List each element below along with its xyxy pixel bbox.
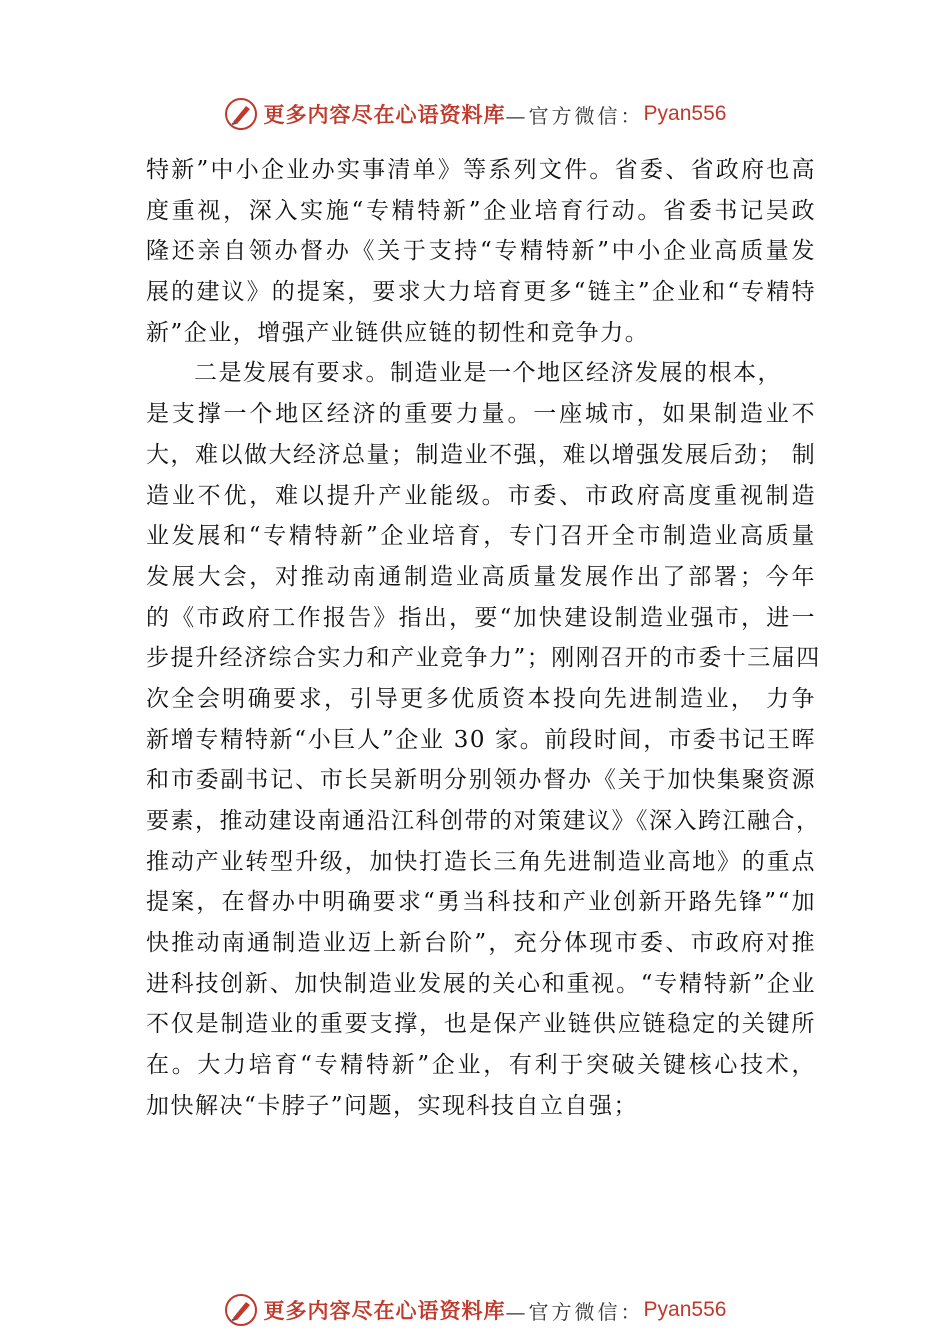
footer-separator: —官方微信： <box>505 1299 644 1324</box>
body-line: 提案，在督办中明确要求“勇当科技和产业创新开路先锋”“加 <box>146 889 816 916</box>
body-line: 步提升经济综合实力和产业竞争力”；刚刚召开的市委十三届四 <box>146 645 821 672</box>
body-line: 大，难以做大经济总量；制造业不强，难以增强发展后劲； 制 <box>146 441 817 468</box>
body-line: 隆还亲自领办督办《关于支持“专精特新”中小企业高质量发 <box>146 238 816 265</box>
header-banner <box>0 92 950 136</box>
body-line: 推动产业转型升级，加快打造长三角先进制造业高地》的重点 <box>146 848 816 875</box>
body-line: 进科技创新、加快制造业发展的关心和重视。“专精特新”企业 <box>146 970 816 997</box>
header-separator: —官方微信： <box>505 103 644 128</box>
body-line: 次全会明确要求，引导更多优质资本投向先进制造业， 力争 <box>146 685 816 712</box>
body-line: 度重视，深入实施“专精特新”企业培育行动。省委书记吴政 <box>146 197 816 224</box>
header-wechat-id: Pyan556 <box>643 102 727 125</box>
body-line: 业发展和“专精特新”企业培育，专门召开全市制造业高质量 <box>146 523 816 550</box>
header-brand: 更多内容尽在心语资料库 <box>263 102 506 127</box>
body-line: 特新”中小企业办实事清单》等系列文件。省委、省政府也高 <box>146 157 816 183</box>
body-line: 在。大力培育“专精特新”企业，有利于突破关键核心技术， <box>146 1052 816 1079</box>
brand-logo-icon <box>224 1293 258 1327</box>
body-line: 的《市政府工作报告》指出，要“加快建设制造业强市，进一 <box>146 604 816 631</box>
body-line: 快推动南通制造业迈上新台阶”，充分体现市委、市政府对推 <box>146 930 816 957</box>
body-line: 展的建议》的提案，要求大力培育更多“链主”企业和“专精特 <box>146 279 816 306</box>
body-line: 新增专精特新“小巨人”企业 30 家。前段时间，市委书记王晖 <box>146 726 816 753</box>
footer-banner <box>0 1288 950 1332</box>
body-line: 和市委副书记、市长吴新明分别领办督办《关于加快集聚资源 <box>146 767 816 794</box>
body-line: 新”企业，增强产业链供应链的韧性和竞争力。 <box>146 319 650 346</box>
document-body <box>146 150 821 1127</box>
body-line: 造业不优，难以提升产业能级。市委、市政府高度重视制造 <box>146 482 816 509</box>
footer-wechat-id: Pyan556 <box>643 1298 727 1321</box>
body-line: 不仅是制造业的重要支撑，也是保产业链供应链稳定的关键所 <box>146 1011 816 1038</box>
brand-logo-icon <box>224 97 258 131</box>
body-line: 加快解决“卡脖子”问题，实现科技自立自强； <box>146 1092 639 1119</box>
footer-brand: 更多内容尽在心语资料库 <box>263 1298 506 1323</box>
body-line: 发展大会，对推动南通制造业高质量发展作出了部署；今年 <box>146 563 816 590</box>
body-line: 要素，推动建设南通沿江科创带的对策建议》《深入跨江融合， <box>146 808 821 834</box>
paragraph-start-line: 二是发展有要求。制造业是一个地区经济发展的根本， <box>194 360 782 387</box>
body-line: 是支撑一个地区经济的重要力量。一座城市，如果制造业不 <box>146 401 816 428</box>
